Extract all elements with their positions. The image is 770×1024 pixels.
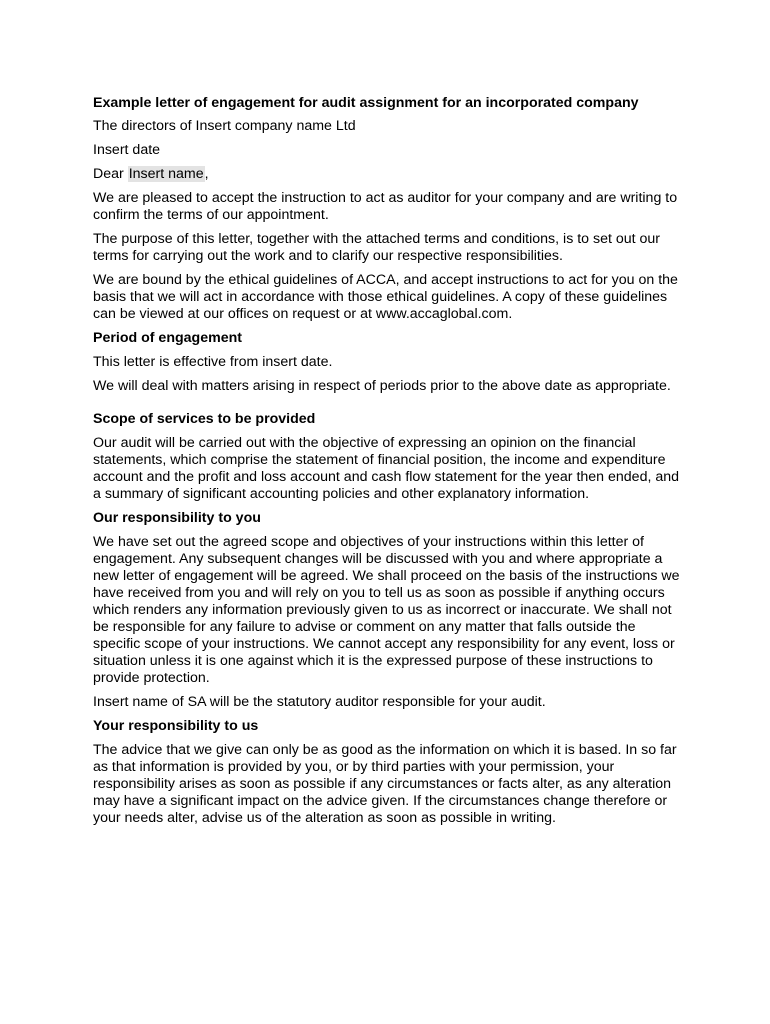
section-heading-our-responsibility: Our responsibility to you <box>93 510 261 526</box>
intro-paragraph: The purpose of this letter, together with the attached terms and conditions, is to set out our terms for carrying out the work and to clarify our respective responsibilities. <box>93 231 661 264</box>
section-heading-your-responsibility: Your responsibility to us <box>93 718 259 734</box>
intro-paragraph: We are pleased to accept the instruction to act as auditor for your company and are writing to confirm the terms of our appointment. <box>93 190 678 223</box>
section-paragraph: We will deal with matters arising in respect of periods prior to the above date as appropriate. <box>93 378 671 394</box>
insert-name-field[interactable]: Insert name <box>128 166 204 182</box>
letter-date: Insert date <box>93 142 161 158</box>
section-paragraph: We have set out the agreed scope and objectives of your instructions within this letter of engagement. Any subsequent changes will be discussed with you and where appropriate a new letter of engagement will be agreed. We shall proceed on the basis of the instructions we have received from you and will rely on you to tell us as soon as possible if anything occurs which renders any information previously given to us as incorrect or inaccurate. We shall not be responsible for any failure to advise or comment on any matter that falls outside the specific scope of your instructions. We cannot accept any responsibility for any event, loss or situation unless it is one against which it is the expressed purpose of these instructions to provide protection. <box>93 534 680 686</box>
addressee: The directors of Insert company name Ltd <box>93 118 356 134</box>
salutation <box>93 166 683 183</box>
intro-paragraph: We are bound by the ethical guidelines of ACCA, and accept instructions to act for you on the basis that we will act in accordance with those ethical guidelines. A copy of these guidelines can be viewed at our offices on request or at www.accaglobal.com. <box>93 272 678 322</box>
section-paragraph: The advice that we give can only be as good as the information on which it is based. In so far as that information is provided by you, or by third parties with your permission, your responsibility arises as soon as possible if any circumstances or facts alter, as any alteration may have a significant impact on the advice given. If the circumstances change therefore or your needs alter, advise us of the alteration as soon as possible in writing. <box>93 742 677 826</box>
section-heading-period: Period of engagement <box>93 330 242 346</box>
section-paragraph: This letter is effective from insert date. <box>93 354 333 370</box>
letter-page <box>93 95 683 834</box>
section-paragraph: Insert name of SA will be the statutory auditor responsible for your audit. <box>93 694 546 710</box>
salutation-prefix: Dear <box>93 166 128 182</box>
section-heading-scope: Scope of services to be provided <box>93 411 316 427</box>
letter-title: Example letter of engagement for audit assignment for an incorporated company <box>93 95 639 111</box>
salutation-suffix: , <box>204 166 209 182</box>
section-paragraph: Our audit will be carried out with the objective of expressing an opinion on the financial statements, which comprise the statement of financial position, the income and expenditure account and the profit and loss account and cash flow statement for the year then ended, and a summary of significant accounting policies and other explanatory information. <box>93 435 680 502</box>
